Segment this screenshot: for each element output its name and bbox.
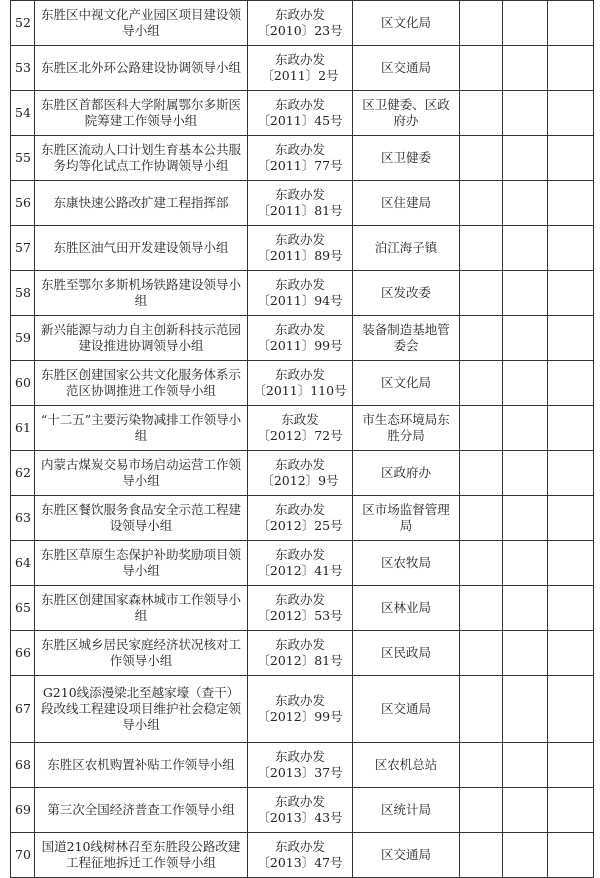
group-name: G210线添漫梁北至越家壕（查干）段改线工程建设项目维护社会稳定领导小组 <box>35 676 248 743</box>
table-row <box>11 676 594 743</box>
empty-cell <box>460 91 503 136</box>
table-row <box>11 743 594 788</box>
document-number: 东政办发 〔2011〕45号 <box>248 91 353 136</box>
empty-cell <box>460 833 503 878</box>
table-body <box>11 1 594 878</box>
document-number: 东政办发 〔2012〕25号 <box>248 496 353 541</box>
empty-cell <box>460 631 503 676</box>
empty-cell <box>503 788 548 833</box>
empty-cell <box>503 451 548 496</box>
empty-cell <box>503 586 548 631</box>
row-number: 69 <box>11 788 35 833</box>
empty-cell <box>548 1 594 46</box>
responsible-department: 市生态环境局东胜分局 <box>353 406 460 451</box>
empty-cell <box>548 788 594 833</box>
group-name: 东胜区流动人口计划生育基本公共服务均等化试点工作协调领导小组 <box>35 136 248 181</box>
document-number: 东政办发 〔2012〕9号 <box>248 451 353 496</box>
empty-cell <box>460 136 503 181</box>
empty-cell <box>548 743 594 788</box>
empty-cell <box>548 316 594 361</box>
empty-cell <box>503 676 548 743</box>
table-row <box>11 541 594 586</box>
group-name: 东康快速公路改扩建工程指挥部 <box>35 181 248 226</box>
empty-cell <box>460 406 503 451</box>
table-row <box>11 181 594 226</box>
document-number: 东政办发 〔2013〕47号 <box>248 833 353 878</box>
table-row <box>11 406 594 451</box>
row-number: 70 <box>11 833 35 878</box>
empty-cell <box>460 271 503 316</box>
empty-cell <box>548 406 594 451</box>
empty-cell <box>503 361 548 406</box>
responsible-department: 区交通局 <box>353 833 460 878</box>
group-name: 东胜区农机购置补贴工作领导小组 <box>35 743 248 788</box>
empty-cell <box>548 136 594 181</box>
group-name: 东胜至鄂尔多斯机场铁路建设领导小组 <box>35 271 248 316</box>
responsible-department: 区民政局 <box>353 631 460 676</box>
responsible-department: 区农牧局 <box>353 541 460 586</box>
group-name: 东胜区草原生态保护补助奖励项目领导小组 <box>35 541 248 586</box>
group-name: 东胜区中视文化产业园区项目建设领导小组 <box>35 1 248 46</box>
group-name: 东胜区创建国家公共文化服务体系示范区协调推进工作领导小组 <box>35 361 248 406</box>
empty-cell <box>548 833 594 878</box>
group-name: 东胜区城乡居民家庭经济状况核对工作领导小组 <box>35 631 248 676</box>
table-row <box>11 1 594 46</box>
empty-cell <box>460 743 503 788</box>
empty-cell <box>460 361 503 406</box>
row-number: 64 <box>11 541 35 586</box>
empty-cell <box>503 316 548 361</box>
document-number: 东政发 〔2012〕72号 <box>248 406 353 451</box>
group-name: 国道210线树林召至东胜段公路改建工程征地拆迁工作领导小组 <box>35 833 248 878</box>
empty-cell <box>548 496 594 541</box>
document-number: 东政办发 〔2012〕41号 <box>248 541 353 586</box>
table-row <box>11 361 594 406</box>
row-number: 55 <box>11 136 35 181</box>
row-number: 58 <box>11 271 35 316</box>
responsible-department: 区市场监督管理局 <box>353 496 460 541</box>
empty-cell <box>548 676 594 743</box>
row-number: 65 <box>11 586 35 631</box>
empty-cell <box>548 361 594 406</box>
empty-cell <box>503 1 548 46</box>
document-number: 东政办发 〔2010〕23号 <box>248 1 353 46</box>
empty-cell <box>503 496 548 541</box>
empty-cell <box>460 226 503 271</box>
group-name: 内蒙古煤炭交易市场启动运营工作领导小组 <box>35 451 248 496</box>
group-name: 东胜区油气田开发建设领导小组 <box>35 226 248 271</box>
row-number: 57 <box>11 226 35 271</box>
responsible-department: 区住建局 <box>353 181 460 226</box>
document-number: 东政办发 〔2012〕99号 <box>248 676 353 743</box>
empty-cell <box>460 46 503 91</box>
responsible-department: 区文化局 <box>353 1 460 46</box>
empty-cell <box>503 631 548 676</box>
table-row <box>11 833 594 878</box>
document-number: 东政办发 〔2011〕94号 <box>248 271 353 316</box>
row-number: 54 <box>11 91 35 136</box>
row-number: 67 <box>11 676 35 743</box>
group-name: 东胜区首都医科大学附属鄂尔多斯医院筹建工作领导小组 <box>35 91 248 136</box>
responsible-department: 区交通局 <box>353 46 460 91</box>
row-number: 66 <box>11 631 35 676</box>
row-number: 52 <box>11 1 35 46</box>
document-number: 东政办发 〔2013〕43号 <box>248 788 353 833</box>
table-row <box>11 136 594 181</box>
empty-cell <box>503 541 548 586</box>
responsible-department: 区卫健委、区政府办 <box>353 91 460 136</box>
group-name: 第三次全国经济普查工作领导小组 <box>35 788 248 833</box>
row-number: 53 <box>11 46 35 91</box>
group-name: 东胜区餐饮服务食品安全示范工程建设领导小组 <box>35 496 248 541</box>
empty-cell <box>548 91 594 136</box>
row-number: 60 <box>11 361 35 406</box>
table-row <box>11 496 594 541</box>
responsible-department: 区政府办 <box>353 451 460 496</box>
table-row <box>11 451 594 496</box>
empty-cell <box>548 46 594 91</box>
empty-cell <box>503 833 548 878</box>
empty-cell <box>460 496 503 541</box>
empty-cell <box>503 181 548 226</box>
empty-cell <box>460 451 503 496</box>
row-number: 61 <box>11 406 35 451</box>
responsible-department: 区发改委 <box>353 271 460 316</box>
document-number: 东政办发 〔2011〕99号 <box>248 316 353 361</box>
empty-cell <box>503 136 548 181</box>
row-number: 56 <box>11 181 35 226</box>
empty-cell <box>548 181 594 226</box>
responsible-department: 装备制造基地管委会 <box>353 316 460 361</box>
leading-group-table <box>10 0 594 878</box>
group-name: 东胜区北外环公路建设协调领导小组 <box>35 46 248 91</box>
responsible-department: 泊江海子镇 <box>353 226 460 271</box>
empty-cell <box>548 541 594 586</box>
document-number: 东政办发 〔2011〕81号 <box>248 181 353 226</box>
empty-cell <box>460 1 503 46</box>
responsible-department: 区林业局 <box>353 586 460 631</box>
document-number: 东政办发 〔2012〕53号 <box>248 586 353 631</box>
empty-cell <box>460 788 503 833</box>
table-row <box>11 586 594 631</box>
empty-cell <box>460 676 503 743</box>
empty-cell <box>548 271 594 316</box>
responsible-department: 区交通局 <box>353 676 460 743</box>
table-row <box>11 91 594 136</box>
group-name: 东胜区创建国家森林城市工作领导小组 <box>35 586 248 631</box>
empty-cell <box>460 541 503 586</box>
table-row <box>11 788 594 833</box>
responsible-department: 区卫健委 <box>353 136 460 181</box>
empty-cell <box>503 91 548 136</box>
empty-cell <box>503 46 548 91</box>
document-number: 东政办发 〔2011〕77号 <box>248 136 353 181</box>
table-row <box>11 226 594 271</box>
row-number: 59 <box>11 316 35 361</box>
document-number: 东政办发 〔2012〕81号 <box>248 631 353 676</box>
empty-cell <box>503 743 548 788</box>
document-number: 东政办发 〔2011〕2号 <box>248 46 353 91</box>
empty-cell <box>548 226 594 271</box>
table-row <box>11 631 594 676</box>
row-number: 62 <box>11 451 35 496</box>
responsible-department: 区农机总站 <box>353 743 460 788</box>
empty-cell <box>548 631 594 676</box>
document-number: 东政办发 〔2011〕110号 <box>248 361 353 406</box>
row-number: 68 <box>11 743 35 788</box>
empty-cell <box>548 586 594 631</box>
empty-cell <box>460 586 503 631</box>
responsible-department: 区统计局 <box>353 788 460 833</box>
table-row <box>11 46 594 91</box>
responsible-department: 区文化局 <box>353 361 460 406</box>
empty-cell <box>460 181 503 226</box>
row-number: 63 <box>11 496 35 541</box>
group-name: “十二五”主要污染物减排工作领导小组 <box>35 406 248 451</box>
document-number: 东政办发 〔2011〕89号 <box>248 226 353 271</box>
empty-cell <box>503 226 548 271</box>
document-number: 东政办发 〔2013〕37号 <box>248 743 353 788</box>
empty-cell <box>503 271 548 316</box>
empty-cell <box>548 451 594 496</box>
table-row <box>11 316 594 361</box>
empty-cell <box>503 406 548 451</box>
table-row <box>11 271 594 316</box>
empty-cell <box>460 316 503 361</box>
group-name: 新兴能源与动力自主创新科技示范园建设推进协调领导小组 <box>35 316 248 361</box>
